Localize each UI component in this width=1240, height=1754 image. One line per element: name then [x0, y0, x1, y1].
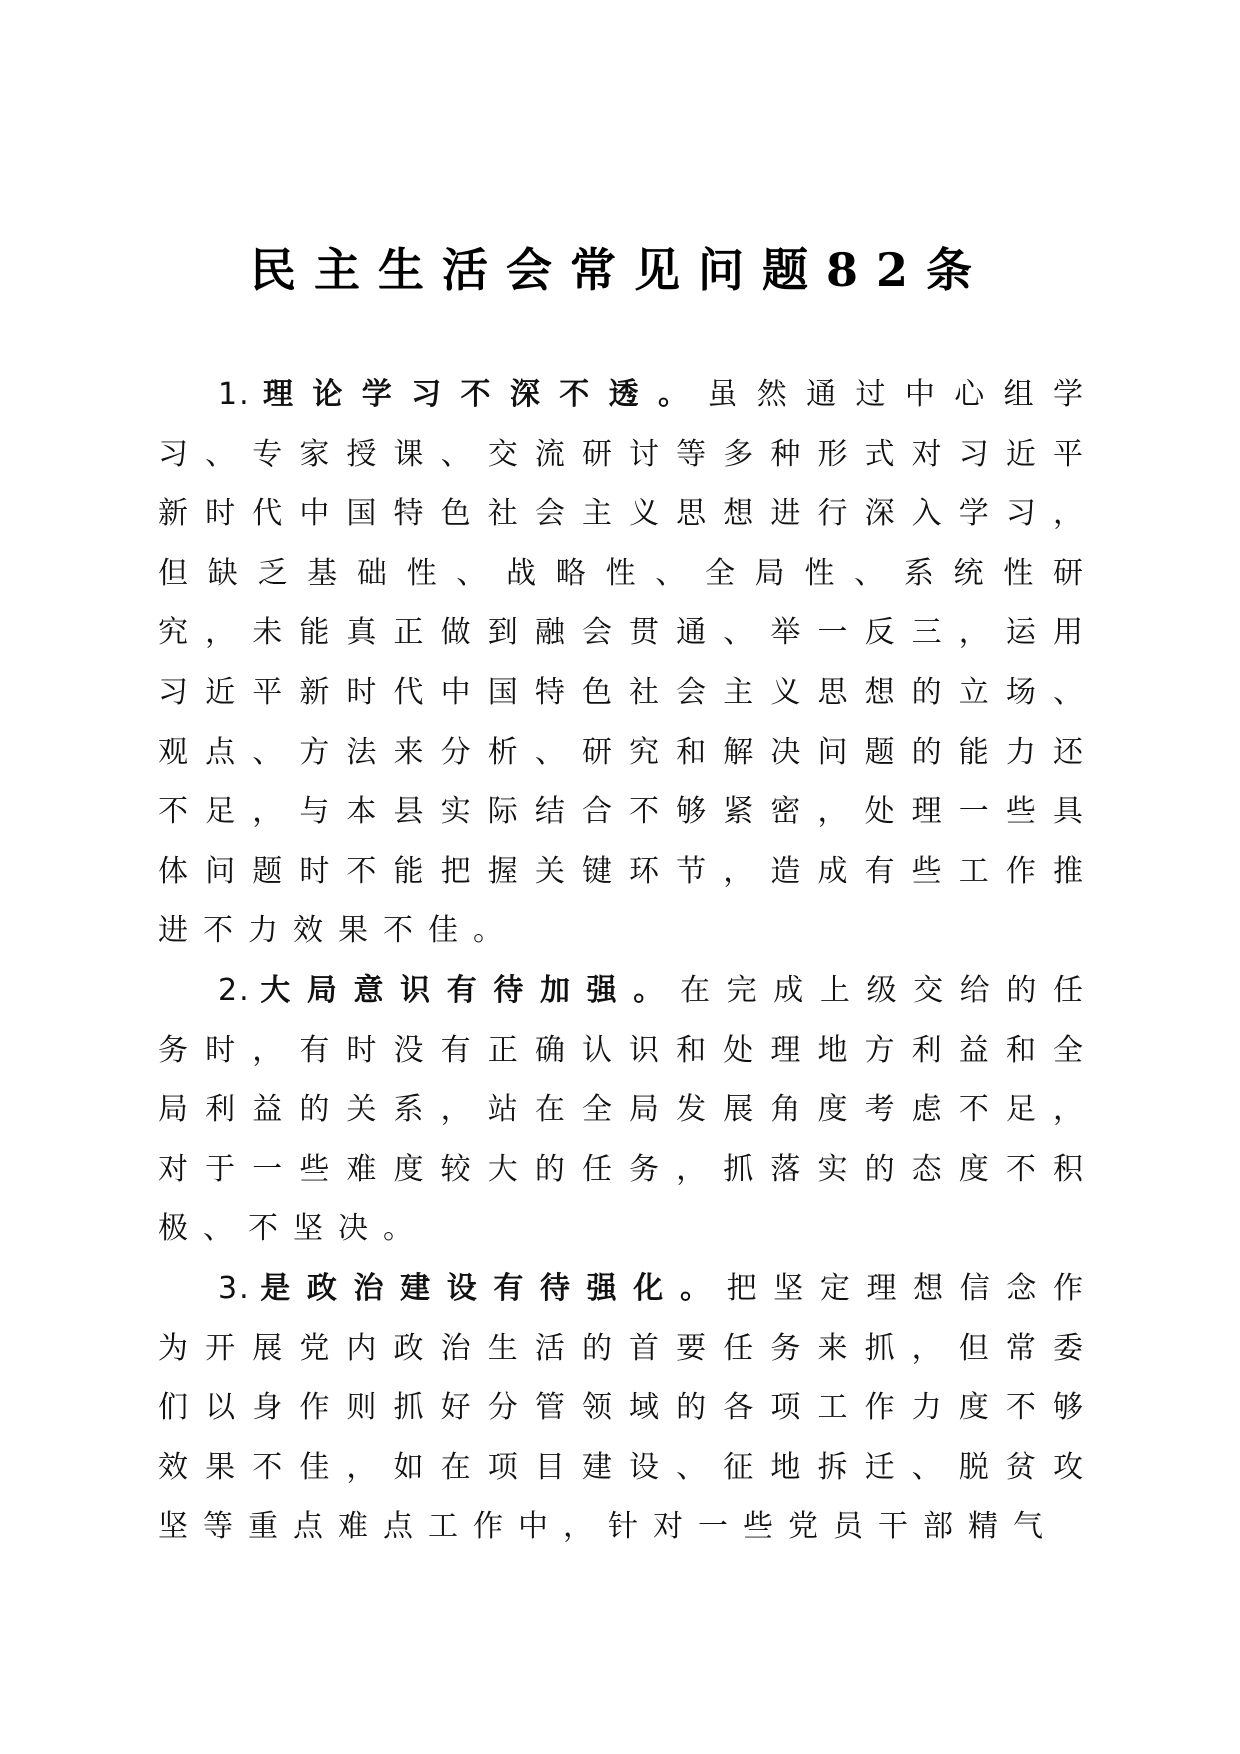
- document-body: [158, 365, 1098, 1557]
- item-text: 虽然通过中心组学习、专家授课、交流研讨等多种形式对习近平新时代中国特色社会主义思想进行深入学习，但缺乏基础性、战略性、全局性、系统性研究，未能真正做到融会贯通、举一反三，运用习近平新时代中国特色社会主义思想的立场、观点、方法来分析、研究和解决问题的能力还不足，与本县实际结合不够紧密，处理一些具体问题时不能把握关键环节，造成有些工作推进不力效果不佳。: [158, 377, 1098, 949]
- item-3: [158, 1259, 1098, 1557]
- item-number: 1.: [218, 377, 251, 412]
- item-heading: 是政治建设有待强化。: [258, 1270, 727, 1306]
- item-heading: 理论学习不深不透。: [258, 377, 708, 412]
- item-number: 2.: [218, 972, 251, 1008]
- item-text: 在完成上级交给的任务时，有时没有正确认识和处理地方利益和全局利益的关系，站在全局发展角度考虑不足，对于一些难度较大的任务，抓落实的态度不积极、不坚决。: [158, 972, 1099, 1247]
- item-2: [158, 961, 1098, 1259]
- item-heading: 大局意识有待加强。: [258, 972, 680, 1008]
- item-text: 把坚定理想信念作为开展党内政治生活的首要任务来抓，但常委们以身作则抓好分管领域的各项工作力度不够效果不佳，如在项目建设、征地拆迁、脱贫攻坚等重点难点工作中，针对一些党员干部精气: [158, 1270, 1099, 1545]
- document-title: 民主生活会常见问题82条: [249, 243, 990, 297]
- item-number: 3.: [218, 1270, 251, 1306]
- item-1: [158, 365, 1098, 961]
